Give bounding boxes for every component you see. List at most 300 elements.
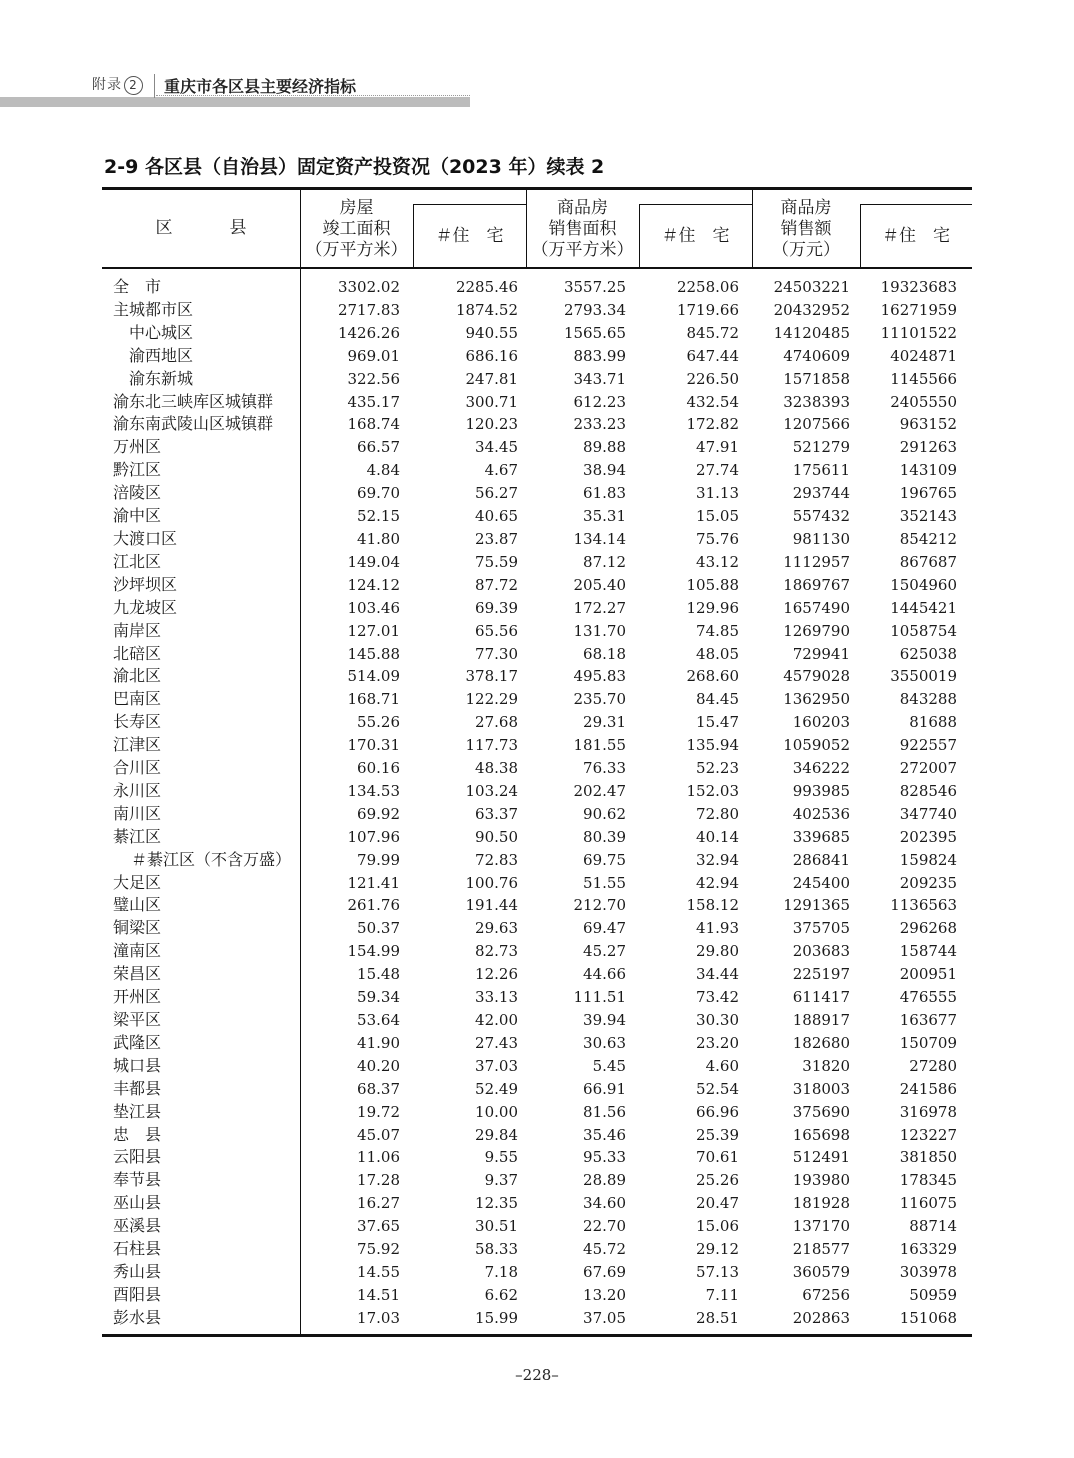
value-cell: 160203 [792,713,850,732]
value-cell: 233.23 [573,415,626,434]
table-row [102,780,972,803]
table-row [102,322,972,345]
value-cell: 10.00 [475,1102,518,1121]
value-cell: 69.70 [357,484,400,503]
value-cell: 381850 [899,1148,957,1167]
value-cell: 625038 [899,644,957,663]
value-cell: 15.99 [475,1308,518,1327]
table-body [102,276,972,1330]
table-row [102,1146,972,1169]
value-cell: 2793.34 [563,300,626,319]
header-sales-value [752,191,860,267]
value-cell: 1059052 [783,736,850,755]
value-cell: 867687 [899,552,957,571]
value-cell: 41.90 [357,1033,400,1052]
value-cell: 300.71 [465,392,518,411]
value-cell: 31.13 [696,484,739,503]
value-cell: 19323683 [880,278,957,296]
header-sales-area [526,191,639,267]
value-cell: 55.26 [357,713,400,732]
value-cell: 32.94 [696,850,739,869]
table-row [102,1238,972,1261]
value-cell: 883.99 [573,346,626,365]
value-cell: 33.13 [475,988,518,1007]
region-name: 主城都市区 [113,299,194,319]
value-cell: 205.40 [573,575,626,594]
value-cell: 52.54 [696,1079,739,1098]
running-header-title: 重庆市各区县主要经济指标 [164,77,357,96]
value-cell: 80.39 [583,827,626,846]
value-cell: 12.35 [475,1194,518,1213]
region-name: 云阳县 [113,1147,162,1167]
value-cell: 69.75 [583,850,626,869]
value-cell: 88714 [909,1217,957,1236]
header-sales-area-unit: （万平方米） [531,239,634,260]
value-cell: 23.20 [696,1033,739,1052]
value-cell: 521279 [792,438,850,457]
value-cell: 175611 [792,461,850,480]
value-cell: 37.05 [583,1308,626,1327]
table-row [102,940,972,963]
value-cell: 235.70 [573,690,626,709]
value-cell: 40.14 [696,827,739,846]
value-cell: 41.93 [696,919,739,938]
value-cell: 181928 [792,1194,850,1213]
value-cell: 58.33 [475,1240,518,1259]
value-cell: 35.31 [583,507,626,526]
value-cell: 181.55 [573,736,626,755]
value-cell: 4.84 [366,461,400,480]
region-name: 忠 县 [113,1124,162,1144]
table-row [102,688,972,711]
value-cell: 37.03 [475,1056,518,1075]
value-cell: 122.29 [465,690,518,709]
region-name: 铜梁区 [113,918,162,938]
value-cell: 45.07 [357,1125,400,1144]
value-cell: 111.51 [573,988,626,1007]
value-cell: 152.03 [686,781,739,800]
region-name: 秀山县 [113,1261,162,1281]
table-row [102,872,972,895]
value-cell: 56.27 [475,484,518,503]
value-cell: 15.48 [357,965,400,984]
region-name: 渝东北三峡库区城镇群 [113,391,274,411]
value-cell: 5.45 [592,1056,626,1075]
value-cell: 79.99 [357,850,400,869]
region-name: 彭水县 [113,1307,162,1327]
value-cell: 69.39 [475,598,518,617]
value-cell: 1445421 [890,598,957,617]
value-cell: 43.12 [696,552,739,571]
table-row [102,849,972,872]
value-cell: 9.37 [484,1171,518,1190]
value-cell: 261.76 [347,896,400,915]
value-cell: 14.51 [357,1285,400,1304]
value-cell: 1269790 [783,621,850,640]
value-cell: 45.27 [583,942,626,961]
value-cell: 121.41 [347,873,400,892]
value-cell: 2258.06 [676,278,739,296]
value-cell: 1058754 [890,621,957,640]
value-cell: 45.72 [583,1240,626,1259]
value-cell: 432.54 [686,392,739,411]
value-cell: 69.47 [583,919,626,938]
value-cell: 182680 [792,1033,850,1052]
region-name: 南川区 [113,803,162,823]
value-cell: 557432 [792,507,850,526]
region-name: 全 市 [113,277,162,296]
region-name: 江津区 [113,735,162,755]
value-cell: 123227 [899,1125,957,1144]
value-cell: 53.64 [357,1011,400,1029]
region-name: 巫山县 [113,1193,162,1213]
value-cell: 4740609 [783,346,850,365]
region-name: 綦江区 [113,826,162,846]
value-cell: 209235 [899,873,957,892]
value-cell: 137170 [792,1217,850,1236]
value-cell: 100.76 [465,873,518,892]
value-cell: 76.33 [583,759,626,778]
value-cell: 402536 [792,804,850,823]
header-completed-area [300,191,413,267]
value-cell: 16271959 [880,300,957,319]
table-row [102,1169,972,1192]
value-cell: 41.80 [357,529,400,548]
data-table [102,187,972,1337]
value-cell: 378.17 [465,667,518,686]
value-cell: 75.92 [357,1240,400,1259]
header-sales-area-residential: ＃住 宅 [661,225,730,246]
value-cell: 495.83 [573,667,626,686]
table-row [102,734,972,757]
value-cell: 149.04 [347,552,400,571]
value-cell: 4579028 [783,667,850,686]
value-cell: 143109 [899,461,957,480]
value-cell: 25.26 [696,1171,739,1190]
table-header-rule [102,267,972,269]
value-cell: 272007 [899,759,957,778]
table-row [102,368,972,391]
value-cell: 81.56 [583,1102,626,1121]
table-row [102,551,972,574]
value-cell: 158.12 [686,896,739,915]
value-cell: 17.03 [357,1308,400,1327]
table-row [102,345,972,368]
value-cell: 134.53 [347,781,400,800]
table-row [102,1215,972,1238]
value-cell: 52.49 [475,1079,518,1098]
value-cell: 75.76 [696,529,739,548]
region-name: 渝西地区 [129,345,194,365]
value-cell: 35.46 [583,1125,626,1144]
region-name: 酉阳县 [113,1284,162,1304]
value-cell: 103.24 [465,781,518,800]
value-cell: 13.20 [583,1285,626,1304]
value-cell: 135.94 [686,736,739,755]
value-cell: 40.65 [475,507,518,526]
table-row [102,1192,972,1215]
value-cell: 66.57 [357,438,400,457]
value-cell: 200951 [899,965,957,984]
value-cell: 268.60 [686,667,739,686]
region-name: 长寿区 [113,712,162,732]
value-cell: 131.70 [573,621,626,640]
value-cell: 2717.83 [337,300,400,319]
region-name: 渝北区 [113,666,162,686]
value-cell: 339685 [792,827,850,846]
value-cell: 14.55 [357,1262,400,1281]
value-cell: 922557 [899,736,957,755]
value-cell: 202863 [792,1308,850,1327]
value-cell: 52.15 [357,507,400,526]
value-cell: 212.70 [573,896,626,915]
value-cell: 1426.26 [337,323,400,342]
region-name: 涪陵区 [113,483,162,503]
value-cell: 163329 [899,1240,957,1259]
value-cell: 51.55 [583,873,626,892]
value-cell: 75.59 [475,552,518,571]
value-cell: 963152 [899,415,957,434]
value-cell: 11.06 [357,1148,400,1167]
value-cell: 15.06 [696,1217,739,1236]
region-name: 万州区 [113,437,162,457]
value-cell: 95.33 [583,1148,626,1167]
value-cell: 226.50 [686,369,739,388]
value-cell: 3550019 [890,667,957,686]
value-cell: 105.88 [686,575,739,594]
value-cell: 1571858 [783,369,850,388]
value-cell: 40.20 [357,1056,400,1075]
value-cell: 7.11 [705,1285,739,1304]
header-completed-area-line2: 竣工面积 [322,218,391,239]
value-cell: 154.99 [347,942,400,961]
value-cell: 68.18 [583,644,626,663]
value-cell: 981130 [792,529,850,548]
value-cell: 48.38 [475,759,518,778]
value-cell: 9.55 [484,1148,518,1167]
value-cell: 159824 [899,850,957,869]
value-cell: 4.60 [705,1056,739,1075]
value-cell: 20432952 [773,300,850,319]
value-cell: 352143 [899,507,957,526]
value-cell: 72.83 [475,850,518,869]
value-cell: 993985 [792,781,850,800]
value-cell: 120.23 [465,415,518,434]
region-name: 渝东新城 [129,368,194,388]
value-cell: 196765 [899,484,957,503]
value-cell: 158744 [899,942,957,961]
value-cell: 48.05 [696,644,739,663]
value-cell: 4024871 [890,346,957,365]
value-cell: 16.27 [357,1194,400,1213]
table-row [102,413,972,436]
value-cell: 940.55 [465,323,518,342]
value-cell: 66.91 [583,1079,626,1098]
value-cell: 17.28 [357,1171,400,1190]
value-cell: 247.81 [465,369,518,388]
value-cell: 145.88 [347,644,400,663]
value-cell: 22.70 [583,1217,626,1236]
value-cell: 29.80 [696,942,739,961]
table-row [102,1124,972,1147]
header-sales-value-line1: 商品房 [780,197,832,218]
value-cell: 202395 [899,827,957,846]
value-cell: 1145566 [890,369,957,388]
region-name: 垫江县 [113,1101,162,1121]
table-row [102,917,972,940]
value-cell: 165698 [792,1125,850,1144]
value-cell: 1719.66 [676,300,739,319]
header-completed-area-line1: 房屋 [339,197,374,218]
value-cell: 3302.02 [337,278,400,296]
value-cell: 23.87 [475,529,518,548]
region-name: 永川区 [113,780,162,800]
header-sales-area-line2: 销售面积 [548,218,617,239]
value-cell: 31820 [802,1056,850,1075]
region-name: 璧山区 [113,895,162,915]
value-cell: 134.14 [573,529,626,548]
value-cell: 59.34 [357,988,400,1007]
value-cell: 27.74 [696,461,739,480]
table-title: 2-9 各区县（自治县）固定资产投资况（2023 年）续表 2 [104,156,605,178]
region-name: 大渡口区 [113,528,178,548]
value-cell: 322.56 [347,369,400,388]
value-cell: 435.17 [347,392,400,411]
region-name: ＃綦江区（不含万盛） [131,849,292,869]
table-row [102,1009,972,1032]
table-row [102,574,972,597]
value-cell: 73.42 [696,988,739,1007]
value-cell: 15.47 [696,713,739,732]
value-cell: 291263 [899,438,957,457]
value-cell: 375705 [792,919,850,938]
header-separator [154,74,155,98]
header-region: 区 县 [155,217,267,238]
value-cell: 1874.52 [455,300,518,319]
region-name: 江北区 [113,551,162,571]
value-cell: 203683 [792,942,850,961]
table-row [102,276,972,299]
value-cell: 1504960 [890,575,957,594]
value-cell: 42.00 [475,1011,518,1029]
region-name: 渝中区 [113,506,162,526]
value-cell: 6.62 [484,1285,518,1304]
value-cell: 375690 [792,1102,850,1121]
table-row [102,482,972,505]
value-cell: 514.09 [347,667,400,686]
value-cell: 87.12 [583,552,626,571]
value-cell: 168.71 [347,690,400,709]
value-cell: 82.73 [475,942,518,961]
value-cell: 1565.65 [563,323,626,342]
region-name: 开州区 [113,987,162,1007]
value-cell: 347740 [899,804,957,823]
value-cell: 828546 [899,781,957,800]
value-cell: 360579 [792,1262,850,1281]
value-cell: 3557.25 [563,278,626,296]
value-cell: 30.63 [583,1033,626,1052]
value-cell: 52.23 [696,759,739,778]
region-name: 潼南区 [113,941,162,961]
value-cell: 1136563 [890,896,957,915]
value-cell: 20.47 [696,1194,739,1213]
value-cell: 34.44 [696,965,739,984]
value-cell: 293744 [792,484,850,503]
region-name: 城口县 [113,1055,162,1075]
region-name: 武隆区 [113,1032,162,1052]
value-cell: 202.47 [573,781,626,800]
value-cell: 163677 [899,1011,957,1029]
value-cell: 225197 [792,965,850,984]
value-cell: 845.72 [686,323,739,342]
value-cell: 245400 [792,873,850,892]
value-cell: 90.62 [583,804,626,823]
value-cell: 854212 [899,529,957,548]
value-cell: 193980 [792,1171,850,1190]
appendix-tag [92,74,143,95]
value-cell: 170.31 [347,736,400,755]
value-cell: 150709 [899,1033,957,1052]
table-row [102,1261,972,1284]
region-name: 梁平区 [113,1010,162,1029]
value-cell: 611417 [792,988,850,1007]
value-cell: 318003 [792,1079,850,1098]
value-cell: 346222 [792,759,850,778]
region-name: 荣昌区 [113,964,162,984]
value-cell: 28.51 [696,1308,739,1327]
value-cell: 27.43 [475,1033,518,1052]
table-row [102,1078,972,1101]
region-name: 渝东南武陵山区城镇群 [113,414,274,434]
value-cell: 647.44 [686,346,739,365]
value-cell: 188917 [792,1011,850,1029]
value-cell: 117.73 [465,736,518,755]
value-cell: 2405550 [890,392,957,411]
value-cell: 84.45 [696,690,739,709]
value-cell: 19.72 [357,1102,400,1121]
value-cell: 70.61 [696,1148,739,1167]
value-cell: 512491 [792,1148,850,1167]
value-cell: 72.80 [696,804,739,823]
table-row [102,505,972,528]
value-cell: 168.74 [347,415,400,434]
value-cell: 50.37 [357,919,400,938]
value-cell: 3238393 [783,392,850,411]
table-row [102,986,972,1009]
value-cell: 37.65 [357,1217,400,1236]
table-row [102,803,972,826]
value-cell: 172.82 [686,415,739,434]
header-sales-value-residential: ＃住 宅 [882,225,950,246]
value-cell: 15.05 [696,507,739,526]
value-cell: 25.39 [696,1125,739,1144]
table-row [102,436,972,459]
value-cell: 124.12 [347,575,400,594]
value-cell: 47.91 [696,438,739,457]
value-cell: 1362950 [783,690,850,709]
table-row [102,620,972,643]
value-cell: 2285.46 [455,278,518,296]
value-cell: 1291365 [783,896,850,915]
table-row [102,391,972,414]
table-bottom-rule [102,1334,972,1337]
value-cell: 81688 [909,713,957,732]
value-cell: 27280 [909,1056,957,1075]
value-cell: 127.01 [347,621,400,640]
table-row [102,528,972,551]
table-row [102,597,972,620]
value-cell: 1869767 [783,575,850,594]
